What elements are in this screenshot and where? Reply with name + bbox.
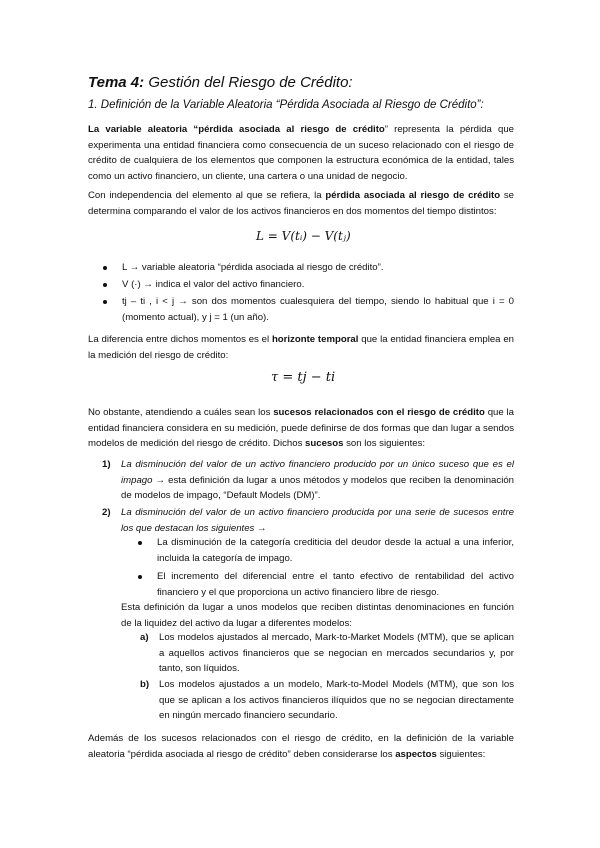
item-1-rest: esta definición da lugar a unos métodos y modelos que reciben la denominación de modelos de impago, “Default Models (DM)”. — [121, 474, 514, 502]
item-2-italic: La disminución del valor de un activo financiero producida por una serie de sucesos entre los que destacan los siguientes → — [121, 507, 514, 534]
item-1-italic: La disminución del valor de un activo financiero producido por un único suceso que es el impago → — [121, 459, 514, 486]
p4-b: sucesos relacionados con el riesgo de crédito — [273, 407, 485, 418]
p4-c: que la entidad financiera considera en su medición, puede definirse de dos formas que dan lugar a sendos modelos de medición del riesgo de crédito. Dichos — [88, 407, 515, 450]
p6-c: siguientes: — [436, 748, 486, 760]
bullet-dot-icon — [103, 283, 107, 287]
paragraph-3 — [88, 332, 514, 363]
formula-horizon: τ = tj − ti — [271, 370, 336, 385]
p2-a: Con independencia del elemento al que se refiera, la — [88, 190, 326, 201]
item-1-mark: 1) — [102, 459, 111, 470]
p2-c: se determina comparando el valor de los activos financieros en dos momentos del tiempo distintos: — [88, 190, 514, 217]
sub-b-mark: b) — [140, 679, 150, 690]
formula-loss: L = V(tᵢ) − V(tⱼ) — [256, 229, 351, 243]
bullet-sub-2-text: El incremento del diferencial entre el tanto efectivo de rentabilidad del activo financiero y el que proporciona un activo financiero libre de riesgo. — [157, 571, 514, 598]
sub-b-text: Los modelos ajustados a un modelo, Mark-to-Model Models (MTM), que son los que se aplican a los activos financieros ilíquidos que no se negocian directamente en ningún mercado financiero secundario. — [159, 679, 514, 722]
paragraph-4 — [88, 405, 514, 452]
paragraph-1 — [88, 122, 514, 184]
bullet-sub-1-text: La disminución de la categoría crediticia del deudor desde la actual a una inferior, incluida la categoría de impago. — [157, 537, 514, 564]
bullet-dot-icon — [103, 300, 107, 304]
sub-item-a — [140, 630, 514, 677]
p3-b: horizonte temporal — [271, 334, 359, 345]
p4-e: son los siguientes: — [343, 438, 426, 450]
page-title — [88, 74, 353, 91]
p1-a: La variable aleatoria “ — [88, 124, 199, 135]
bullet-dot-icon — [138, 541, 142, 545]
sub-a-text: Los modelos ajustados al mercado, Mark-to-Market Models (MTM), que se aplican a aquellos activos financieros que se negocian en mercados secundarios y, por tanto, son líquidos. — [159, 632, 514, 675]
p3-a: La diferencia entre dichos momentos es el — [88, 334, 272, 345]
paragraph-2 — [88, 188, 514, 219]
bullet-dot-icon — [138, 575, 142, 579]
sub-a-mark: a) — [140, 632, 149, 643]
p4-d: sucesos — [305, 438, 344, 450]
bullet-2 — [122, 277, 514, 293]
title-rest: Gestión del Riesgo de Crédito: — [148, 74, 353, 91]
bullet-2-text: V (·) → indica el valor del activo financiero. — [122, 279, 305, 290]
bullet-3 — [122, 294, 514, 325]
p2-b: pérdida asociada al riesgo de crédito — [325, 190, 501, 201]
p3-c: que la entidad financiera emplea en la medición del riesgo de crédito: — [88, 334, 514, 361]
title-bold: Tema 4: — [88, 74, 145, 91]
sub-item-b — [140, 677, 514, 724]
p1-c: ” representa la pérdida que experimenta una entidad financiera como consecuencia de un suceso relacionado con el riesgo de crédito de cualquiera de los elementos que componen la estructura económica de la entidad, tales como un activo financiero, un cliente, una cartera o una unidad de negocio. — [88, 124, 515, 182]
bullet-1 — [122, 260, 514, 276]
paragraph-5: Esta definición da lugar a unos modelos que reciben distintas denominaciones en función de la liquidez del activo da lugar a diferentes modelos: — [121, 602, 514, 629]
p4-a: No obstante, atendiendo a cuáles sean los — [88, 407, 274, 418]
item-2-mark: 2) — [102, 507, 111, 518]
bullet-1-text: L → variable aleatoria “pérdida asociada al riesgo de crédito”. — [122, 262, 384, 273]
bullet-dot-icon — [103, 266, 107, 270]
numbered-item-2 — [102, 505, 514, 536]
bullet-sub-1 — [157, 535, 514, 566]
paragraph-6 — [88, 731, 514, 762]
numbered-item-1 — [102, 457, 514, 504]
bullet-sub-2 — [157, 569, 514, 600]
section-heading: 1. Definición de la Variable Aleatoria “Pérdida Asociada al Riesgo de Crédito”: — [88, 99, 484, 111]
p6-a: Además de los sucesos relacionados con el riesgo de crédito, en la definición de la variable aleatoria “pérdida asociada al riesgo de crédito” deben considerarse los — [88, 733, 514, 760]
bullet-3-text: tj – ti , i < j → son dos momentos cualesquiera del tiempo, siendo lo habitual que i = 0 (momento actual), y j = 1 (un año). — [122, 296, 514, 323]
p1-b: pérdida asociada al riesgo de crédito — [198, 124, 385, 135]
p6-b: aspectos — [395, 748, 437, 760]
